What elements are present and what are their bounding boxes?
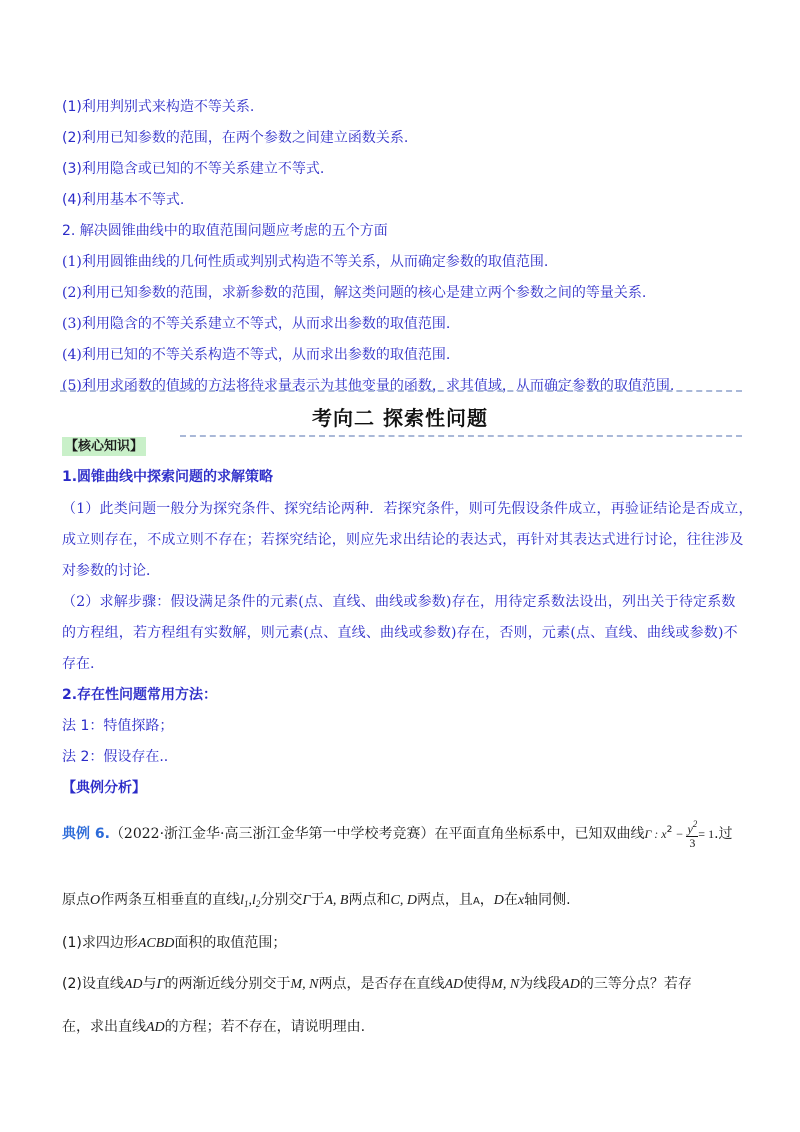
point-o: O [90,893,101,908]
text-intersect: 分别交 [260,892,303,908]
text-origin: 原点 [62,892,90,908]
q3-suffix: 的方程；若不存在，请说明理由. [164,1019,366,1035]
method-2: (2)利用已知参数的范围，在两个参数之间建立函数关系. [62,130,409,146]
points-mn-2: M, N [491,977,520,992]
example-badge: 【典例分析】 [62,780,146,796]
text-same-side: 轴同侧. [524,892,571,908]
core-knowledge-badge: 【核心知识】 [62,437,146,456]
text-on: 在 [503,892,518,908]
q2-prefix: (2)设直线 [62,976,124,992]
curve-fraction: $\frac{y^2}{3}$ [687,819,698,850]
point-a: A [472,896,480,907]
method-f1: 法 1：特值探路； [62,718,174,734]
q2-segment: 为线段 [519,976,562,992]
point-d: D [493,893,504,908]
core-p1-line2: 成立则存在，不成立则不存在；若探究结论，则应先求出结论的表达式，再针对其表达式进行讨论，往往涉及 [62,532,744,548]
q2-gamma: Γ [156,977,165,992]
core-p2-line1: （2）求解步骤：假设满足条件的元素(点、直线、曲线或参数)存在，用待定系数法设出，列出关于待定系数 [62,594,736,610]
section2-item-1: (1)利用圆锥曲线的几何性质或判别式构造不等关系，从而确定参数的取值范围. [62,254,549,270]
points-cd: C, D [390,893,417,908]
core-heading-1: 1.圆锥曲线中探索问题的求解策略 [62,469,274,485]
core-p2-line3: 存在. [62,656,95,672]
line-ad-4: AD [146,1020,165,1035]
example-line-2 [62,891,571,913]
method-f2: 法 2：假设存在.. [62,749,169,765]
line-ad-2: AD [444,977,464,992]
example-source: （2022·浙江金华·高三浙江金华第一中学校考竞赛）在平面直角坐标系中，已知双曲线 [109,826,645,842]
example-after: .过 [714,826,733,842]
line-ad-3: AD [561,977,580,992]
question-1 [62,934,286,953]
q1-prefix: (1)求四边形 [62,935,138,951]
core-p2-line2: 的方程组，若方程组有实数解，则元素(点、直线、曲线或参数)存在，否则，元素(点、直线、曲线或参数)不 [62,625,738,641]
frac-numerator: y [687,822,693,836]
example-label: 典例 6. [62,826,110,842]
q2-trisection: 的三等分点？若存 [579,976,692,992]
text-at: 于 [310,892,325,908]
core-p1-line1: （1）此类问题一般分为探究条件、探究结论两种．若探究条件，则可先假设条件成立，再验证结论是否成立， [62,501,753,517]
topic-title: 考向二 探索性问题 [312,406,488,430]
section2-item-2: (2)利用已知参数的范围，求新参数的范围，解这类问题的核心是建立两个参数之间的等量关系. [62,285,647,301]
text-comma: ， [479,892,494,908]
line-ad: AD [123,977,143,992]
axis-x: x [517,893,525,908]
q2-with: 与 [142,976,157,992]
text-and: 两点和 [348,892,391,908]
q2-asymptotes: 的两渐近线分别交于 [164,976,291,992]
points-mn: M, N [290,977,319,992]
curve-lhs: Γ : x [644,827,667,841]
question-2-cont [62,1018,365,1037]
method-3: (3)利用隐含或已知的不等关系建立不等式. [62,161,325,177]
q2-exists: 两点，是否存在直线 [318,976,445,992]
core-p1-line3: 对参数的讨论． [62,563,160,579]
section2-item-4: (4)利用已知的不等关系构造不等式，从而求出参数的取值范围. [62,347,451,363]
lines-l1-l2: $l_1,l_2$ [240,893,261,909]
section2-heading: 2. 解决圆锥曲线中的取值范围问题应考虑的五个方面 [62,223,388,239]
question-2 [62,975,692,994]
points-ab: A, B [324,893,349,908]
method-1: (1)利用判别式来构造不等关系. [62,99,255,115]
curve-rhs: = 1 [698,827,715,841]
core-heading-2: 2.存在性问题常用方法： [62,687,218,703]
gamma-symbol: Γ [302,893,311,908]
q3-prefix: 在，求出直线 [62,1019,146,1035]
example-line-1: 典例 6.（2022·浙江金华·高三浙江金华第一中学校考竞赛）在平面直角坐标系中，已知双曲线Γ : $x^2$ − $\frac{y^2}{3}$ = 1.过 [62,819,733,850]
curve-minus: − [672,827,687,841]
text-points-and: 两点，且 [416,892,473,908]
q2-such-that: 使得 [463,976,492,992]
method-4: (4)利用基本不等式. [62,192,185,208]
text-two-lines: 作两条互相垂直的直线 [100,892,241,908]
quad-acbd: ACBD [137,936,175,951]
q1-suffix: 面积的取值范围； [174,935,287,951]
section2-item-5: (5)利用求函数的值域的方法将待求量表示为其他变量的函数，求其值域，从而确定参数的取值范围. [62,378,675,394]
divider-bottom [180,435,742,437]
frac-denominator: 3 [689,836,696,850]
divider-top [60,390,742,392]
section2-item-3: (3)利用隐含的不等关系建立不等式，从而求出参数的取值范围. [62,316,451,332]
